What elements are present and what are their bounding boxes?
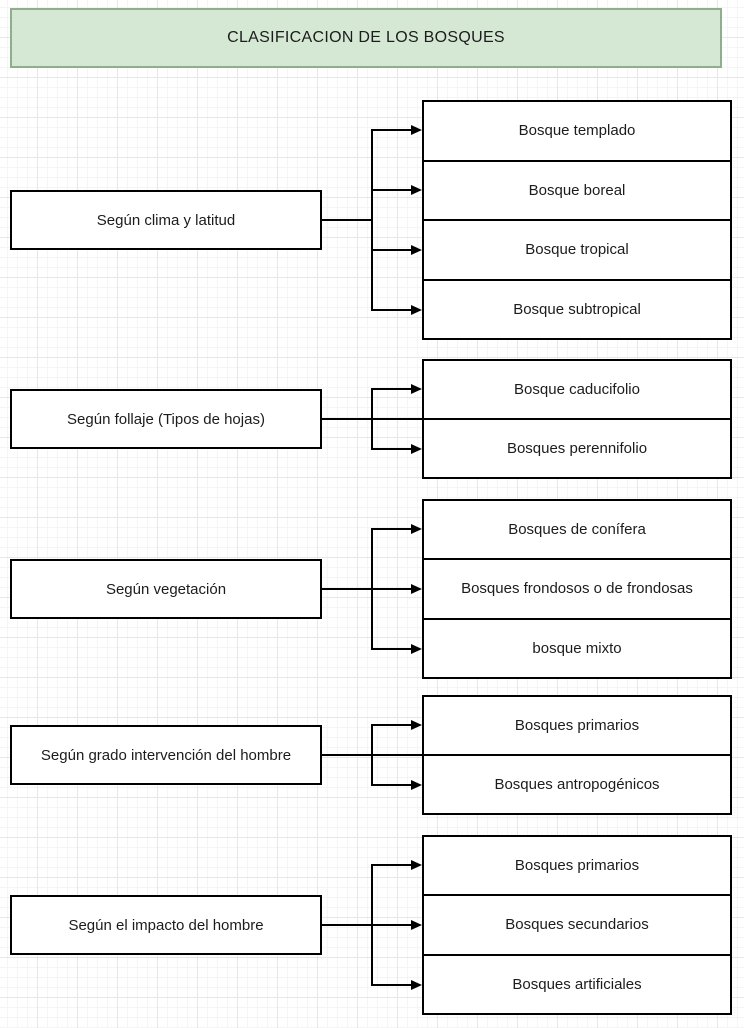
diagram-title-box [10,8,722,68]
connector-main [322,924,412,926]
connector-branch [372,864,412,866]
type-box [424,618,730,677]
connector-arrowhead [411,720,422,730]
type-stack-1 [422,100,732,340]
connector-branch [372,189,412,191]
connector-arrowhead [411,644,422,654]
category-label: Según vegetación [105,580,227,598]
type-box [424,501,730,558]
type-box [424,558,730,617]
connector-trunk [371,129,373,311]
type-stack-4 [422,695,732,815]
category-box-2 [10,389,322,449]
category-label: Según el impacto del hombre [68,916,264,934]
category-box-5 [10,895,322,955]
connector-trunk [371,388,373,450]
connector-arrowhead [411,305,422,315]
connector-arrowhead [411,780,422,790]
connector-branch [372,528,412,530]
connector-arrowhead [411,185,422,195]
diagram-title: CLASIFICACION DE LOS BOSQUES [227,29,505,46]
connector-branch [372,648,412,650]
connector-branch [372,724,412,726]
category-label: Según follaje (Tipos de hojas) [67,410,265,428]
type-box [424,219,730,279]
type-box [424,697,730,754]
type-label: Bosques de conífera [508,521,646,539]
connector-trunk [371,528,373,650]
category-box-1 [10,190,322,250]
connector-arrowhead [411,584,422,594]
connector-branch [372,984,412,986]
type-box [424,418,730,477]
type-label: Bosques antropogénicos [494,776,660,793]
connector-arrowhead [411,384,422,394]
connector-arrowhead [411,444,422,454]
connector-arrowhead [411,245,422,255]
connector-main [322,219,373,221]
connector-arrowhead [411,920,422,930]
connector-arrowhead [411,860,422,870]
type-box [424,361,730,418]
connector-arrowhead [411,524,422,534]
type-box [424,754,730,813]
type-stack-2 [422,359,732,479]
connector-branch [372,249,412,251]
type-label: Bosques primarios [514,717,640,734]
connector-main [322,588,412,590]
type-box [424,279,730,339]
connector-branch [372,448,412,450]
category-label: Según clima y latitud [96,211,236,229]
connector-branch [372,388,412,390]
type-label: Bosques perennifolio [506,440,648,457]
type-label: Bosque tropical [525,241,629,259]
type-label: Bosque boreal [528,181,626,199]
type-label: Bosque subtropical [513,300,641,318]
type-label: Bosques frondosos o de frondosas [461,580,693,598]
type-box [424,102,730,160]
type-stack-3 [422,499,732,679]
connector-branch [372,309,412,311]
connector-arrowhead [411,980,422,990]
type-box [424,894,730,953]
category-box-4 [10,725,322,785]
connector-branch [372,784,412,786]
type-box [424,160,730,220]
type-label: Bosques artificiales [512,975,642,993]
type-stack-5 [422,835,732,1015]
category-label: Según grado intervención del hombre [40,746,292,764]
category-box-3 [10,559,322,619]
type-label: Bosque templado [518,122,636,140]
type-box [424,954,730,1013]
connector-trunk [371,724,373,786]
type-label: Bosques primarios [514,857,640,875]
type-label: Bosque caducifolio [514,381,640,398]
type-label: bosque mixto [532,639,622,657]
type-box [424,837,730,894]
connector-trunk [371,864,373,986]
type-label: Bosques secundarios [505,916,649,934]
connector-branch [372,129,412,131]
connector-arrowhead [411,125,422,135]
